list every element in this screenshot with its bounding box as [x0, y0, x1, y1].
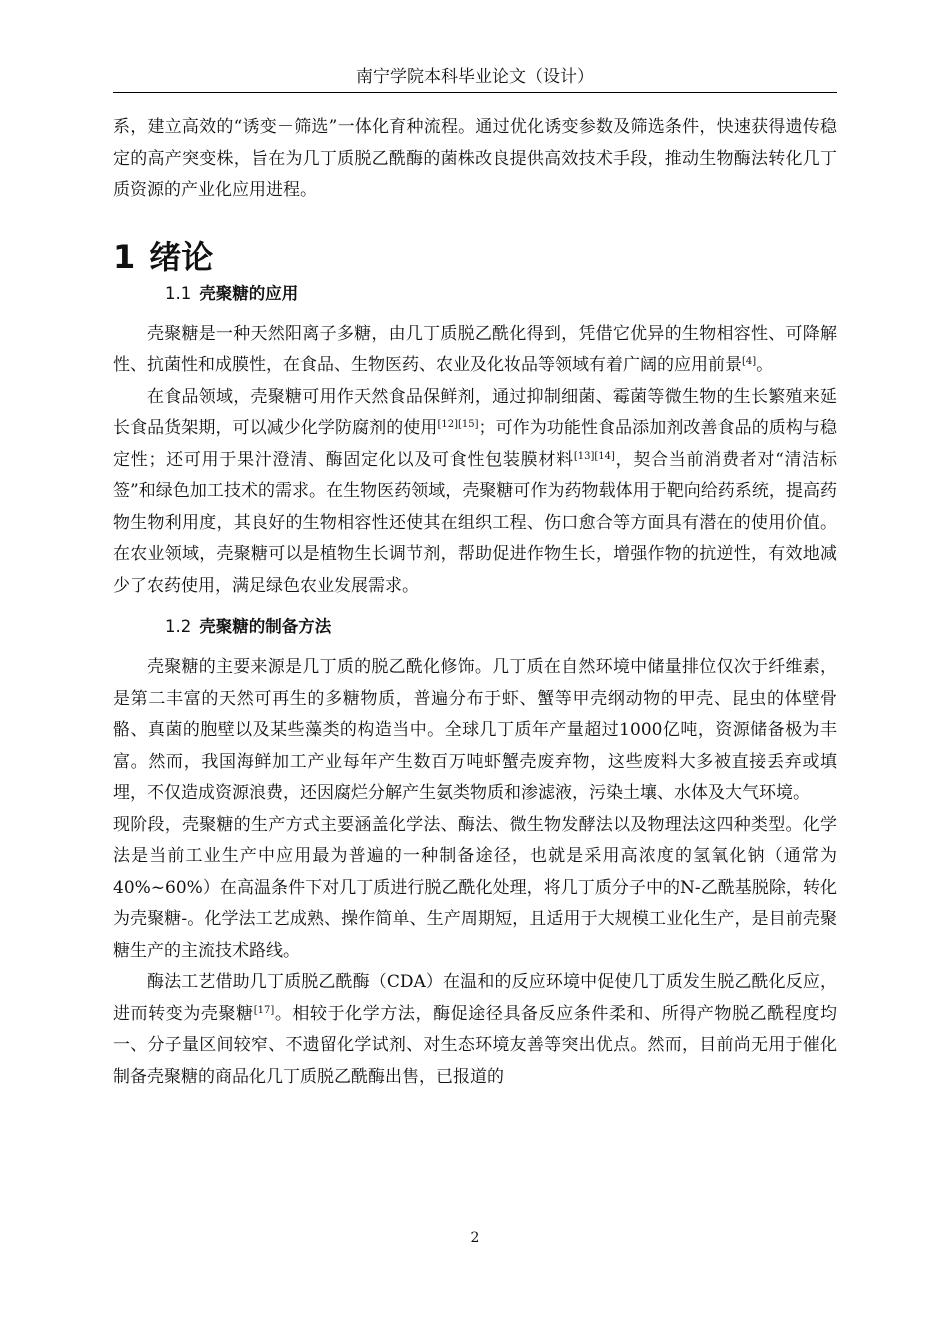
- chapter-title: 绪论: [149, 237, 214, 276]
- paragraph-enzymatic-method: [113, 967, 837, 1093]
- paragraph-text: 。相较于化学方法，酶促途径具备反应条件柔和、所得产物脱乙酰程度均一、分子量区间较窄、不遗留化学试剂、对生态环境友善等突出优点。然而，目前尚无用于催化制备壳聚糖的商品化几丁质脱乙酰酶出售，已报道的: [113, 1003, 838, 1087]
- citation: [12][15]: [437, 419, 479, 430]
- citation: [13][14]: [573, 450, 615, 462]
- paragraph-text: ，契合当前消费者对“清洁标签”和绿色加工技术的需求。在生物医药领域，壳聚糖可作为药物载体用于靶向给药系统，提高药物生物利用度，其良好的生物相容性还使其在组织工程、伤口愈合等方面具有潜在的使用价值。在农业领域，壳聚糖可以是植物生长调节剂，帮助促进作物生长，增强作物的抗逆性，有效地减少了农药使用，满足绿色农业发展需求。: [113, 449, 837, 596]
- chapter-heading: [113, 235, 837, 279]
- section-heading-1-2: [113, 612, 837, 642]
- section-title: 壳聚糖的应用: [199, 283, 299, 303]
- citation: [4]: [742, 356, 757, 367]
- paragraph-text: 。: [756, 355, 774, 375]
- paragraph-text: 在食品领域，壳聚糖可用作天然食品保鲜剂，通过抑制细菌、霉菌等微生物的生长繁殖来延长食品货架期，可以减少化学防腐剂的使用: [113, 386, 837, 438]
- page-content: [113, 112, 837, 1093]
- section-title: 壳聚糖的制备方法: [199, 617, 332, 636]
- paragraph-chitin-source: 壳聚糖的主要来源是几丁质的脱乙酰化修饰。几丁质在自然环境中储量排位仅次于纤维素，是第二丰富的天然可再生的多糖物质，普遍分布于虾、蟹等甲壳纲动物的甲壳、昆虫的体壁骨骼、真菌的胞壁以及某些藻类的构造当中。全球几丁质年产量超过1000亿吨，资源储备极为丰富。然而，我国海鲜加工产业每年产生数百万吨虾蟹壳废弃物，这些废料大多被直接丢弃或填埋，不仅造成资源浪费，还因腐烂分解产生氨类物质和渗滤液，污染土壤、水体及大气环境。: [113, 657, 837, 803]
- section-number: 1.2: [165, 617, 192, 636]
- section-heading-1-1: [113, 279, 837, 309]
- page-number: 2: [470, 1230, 480, 1246]
- citation: [17]: [253, 1004, 275, 1016]
- page-header: 南宁学院本科毕业论文（设计）: [113, 62, 837, 93]
- paragraph-text: 壳聚糖是一种天然阳离子多糖，由几丁质脱乙酰化得到，凭借它优异的生物相容性、可降解性、抗菌性和成膜性，在食品、生物医药、农业及化妆品等领域有着广阔的应用前景: [113, 323, 837, 375]
- paragraph-production-methods: 现阶段，壳聚糖的生产方式主要涵盖化学法、酶法、微生物发酵法以及物理法这四种类型。化学法是当前工业生产中应用最为普遍的一种制备途径，也就是采用高浓度的氢氧化钠（通常为40%~60%）在高温条件下对几丁质进行脱乙酰化处理，将几丁质分子中的N-乙酰基脱除，转化为壳聚糖-。化学法工艺成熟、操作简单、生产周期短，且适用于大规模工业化生产，是目前壳聚糖生产的主流技术路线。: [113, 814, 837, 961]
- section-number: 1.1: [165, 283, 192, 303]
- paragraph-text: ；可作为功能性食品添加剂改善食品的质构与稳定性；还可用于果汁澄清、酶固定化以及可食性包装膜材料: [113, 418, 838, 470]
- chapter-number: 1: [113, 237, 136, 276]
- paragraph-chitosan-intro: [113, 319, 837, 382]
- intro-continuation-paragraph: 系，建立高效的“诱变－筛选”一体化育种流程。通过优化诱变参数及筛选条件，快速获得遗传稳定的高产突变株，旨在为几丁质脱乙酰酶的菌株改良提供高效技术手段，推动生物酶法转化几丁质资源的产业化应用进程。: [113, 117, 837, 200]
- paragraph-chitosan-applications: [113, 382, 837, 603]
- paragraph-text: 酶法工艺借助几丁质脱乙酰酶（CDA）在温和的反应环境中促使几丁质发生脱乙酰化反应，进而转变为壳聚糖: [113, 972, 837, 1024]
